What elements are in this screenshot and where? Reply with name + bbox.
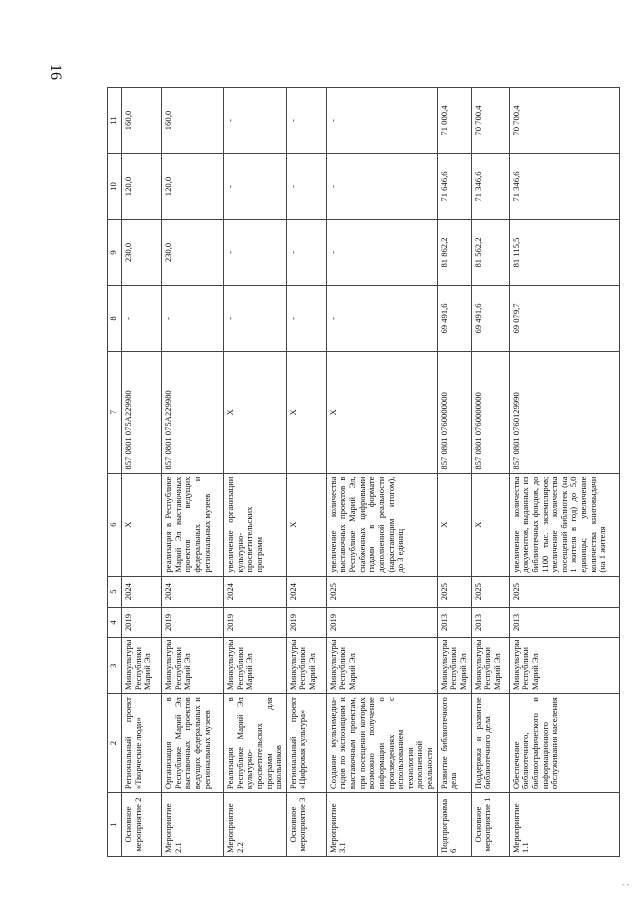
cell-result: увеличение количества выставочных проектов в Республике Марий Эл, снабженных цифровыми гидами в формате дополненной реальности (нарастающим итогом), до 3 единиц — [326, 473, 437, 576]
cell-value: 69 491,6 — [471, 285, 509, 351]
cell-value: 71 000,4 — [437, 88, 471, 154]
cell-value: 120,0 — [162, 154, 224, 220]
cell-activity-id: Мероприятие 3.1 — [326, 793, 437, 857]
cell-end-year: 2024 — [286, 576, 326, 607]
program-activities-table — [107, 87, 620, 857]
cell-executor: Минкультуры Республики Марий Эл — [286, 638, 326, 694]
cell-activity-id: Основное мероприятие 2 — [122, 793, 162, 857]
table-row — [224, 88, 287, 857]
cell-value: 71 346,6 — [471, 154, 509, 220]
cell-start-year: 2019 — [326, 607, 437, 638]
cell-title: Поддержка и развитие библиотечного дела — [471, 694, 509, 793]
col-header: 3 — [108, 638, 122, 694]
cell-result: X — [471, 473, 509, 576]
cell-value: - — [224, 285, 287, 351]
cell-result: реализация в Республике Марий Эл выставочных проектов ведущих федеральных и региональных музеев — [162, 473, 224, 576]
cell-result: X — [122, 473, 162, 576]
cell-activity-id: Основное мероприятие 1 — [471, 793, 509, 857]
col-header: 5 — [108, 576, 122, 607]
cell-title: Реализация в Республике Марий Эл культурно-просветительских программ для школьников — [224, 694, 287, 793]
rotated-table-sheet — [107, 87, 627, 857]
col-header: 11 — [108, 88, 122, 154]
cell-value: 160,0 — [162, 88, 224, 154]
cell-executor: Минкультуры Республики Марий Эл — [326, 638, 437, 694]
cell-result: увеличение организации культурно-просветительских программ — [224, 473, 287, 576]
cell-executor: Минкультуры Республики Марий Эл — [162, 638, 224, 694]
cell-start-year: 2019 — [162, 607, 224, 638]
cell-value: 81 562,2 — [471, 220, 509, 286]
cell-start-year: 2019 — [286, 607, 326, 638]
cell-value: - — [326, 154, 437, 220]
cell-executor: Минкультуры Республики Марий Эл — [509, 638, 619, 694]
cell-value: 81 862,2 — [437, 220, 471, 286]
cell-activity-id: Мероприятие 2.2 — [224, 793, 287, 857]
cell-activity-id: Подпрограмма 6 — [437, 793, 471, 857]
cell-code: X — [224, 351, 287, 473]
cell-title: Развитие библиотечного дела — [437, 694, 471, 793]
col-header: 2 — [108, 694, 122, 793]
cell-value: 71 346,6 — [509, 154, 619, 220]
table-row — [122, 88, 162, 857]
table-row — [326, 88, 437, 857]
cell-value: - — [122, 285, 162, 351]
page-number: 16 — [47, 64, 64, 80]
cell-value: - — [286, 88, 326, 154]
cell-value: 160,0 — [122, 88, 162, 154]
cell-value: 69 491,6 — [437, 285, 471, 351]
table-row — [162, 88, 224, 857]
table-row — [437, 88, 471, 857]
cell-activity-id: Мероприятие 1.1 — [509, 793, 619, 857]
cell-code: 857 0801 075A229980 — [122, 351, 162, 473]
table-row — [471, 88, 509, 857]
cell-end-year: 2025 — [509, 576, 619, 607]
col-header: 1 — [108, 793, 122, 857]
cell-end-year: 2025 — [326, 576, 437, 607]
cell-value: - — [224, 88, 287, 154]
cell-code: 857 0801 0760000000 — [437, 351, 471, 473]
cell-value: 69 079,7 — [509, 285, 619, 351]
cell-executor: Минкультуры Республики Марий Эл — [122, 638, 162, 694]
col-header: 10 — [108, 154, 122, 220]
cell-end-year: 2025 — [471, 576, 509, 607]
cell-title: Региональный проект «Цифровая культура» — [286, 694, 326, 793]
col-header: 9 — [108, 220, 122, 286]
cell-end-year: 2024 — [122, 576, 162, 607]
cell-value: - — [286, 154, 326, 220]
cell-start-year: 2019 — [224, 607, 287, 638]
cell-code: 857 0801 075A229980 — [162, 351, 224, 473]
cell-value: 230,0 — [162, 220, 224, 286]
cell-result: X — [437, 473, 471, 576]
cell-value: - — [224, 220, 287, 286]
cell-value: 70 700,4 — [471, 88, 509, 154]
cell-value: 71 646,6 — [437, 154, 471, 220]
cell-value: 70 700,4 — [509, 88, 619, 154]
cell-start-year: 2013 — [509, 607, 619, 638]
cell-value: - — [326, 220, 437, 286]
cell-activity-id: Мероприятие 2.1 — [162, 793, 224, 857]
cell-end-year: 2024 — [162, 576, 224, 607]
col-header: 8 — [108, 285, 122, 351]
cell-value: - — [286, 285, 326, 351]
cell-executor: Минкультуры Республики Марий Эл — [437, 638, 471, 694]
col-header: 6 — [108, 473, 122, 576]
cell-executor: Минкультуры Республики Марий Эл — [224, 638, 287, 694]
cell-value: 81 115,5 — [509, 220, 619, 286]
col-header: 4 — [108, 607, 122, 638]
cell-code: 857 0801 0760129990 — [509, 351, 619, 473]
cell-value: - — [224, 154, 287, 220]
header-row — [108, 88, 122, 857]
cell-value: 230,0 — [122, 220, 162, 286]
cell-title: Создание мультимедиа-гидов по экспозициям и выставочным проектам, при посещении которых возможно получение информации о произведениях с использованием технологии дополненной реальности — [326, 694, 437, 793]
cell-title: Обеспечение библиотечного, библиографического и информационного обслуживания населения — [509, 694, 619, 793]
table-row — [509, 88, 619, 857]
cell-value: 120,0 — [122, 154, 162, 220]
cell-title: Организация в Республике Марий Эл выставочных проектов ведущих федеральных и региональных музеев — [162, 694, 224, 793]
cell-code: 857 0801 0760000000 — [471, 351, 509, 473]
col-header: 7 — [108, 351, 122, 473]
cell-value: - — [162, 285, 224, 351]
cell-start-year: 2013 — [471, 607, 509, 638]
cell-activity-id: Основное мероприятие 3 — [286, 793, 326, 857]
cell-start-year: 2019 — [122, 607, 162, 638]
cell-executor: Минкультуры Республики Марий Эл — [471, 638, 509, 694]
cell-start-year: 2013 — [437, 607, 471, 638]
footer-mark: - - — [622, 880, 630, 889]
cell-title: Региональный проект «Творческие люди» — [122, 694, 162, 793]
table-row — [286, 88, 326, 857]
cell-result: X — [286, 473, 326, 576]
cell-value: - — [326, 88, 437, 154]
cell-end-year: 2025 — [437, 576, 471, 607]
cell-code: X — [326, 351, 437, 473]
cell-code: X — [286, 351, 326, 473]
cell-value: - — [286, 220, 326, 286]
cell-value: - — [326, 285, 437, 351]
cell-result: увеличение количества документов, выданных из библиотечных фондов, до 1100 тыс. экземпляров; увеличение количества посещений библиотек (на 1 жителя в год) до 5,0 единицы; увеличение количества книговыдачи (на 1 жителя — [509, 473, 619, 576]
cell-end-year: 2024 — [224, 576, 287, 607]
